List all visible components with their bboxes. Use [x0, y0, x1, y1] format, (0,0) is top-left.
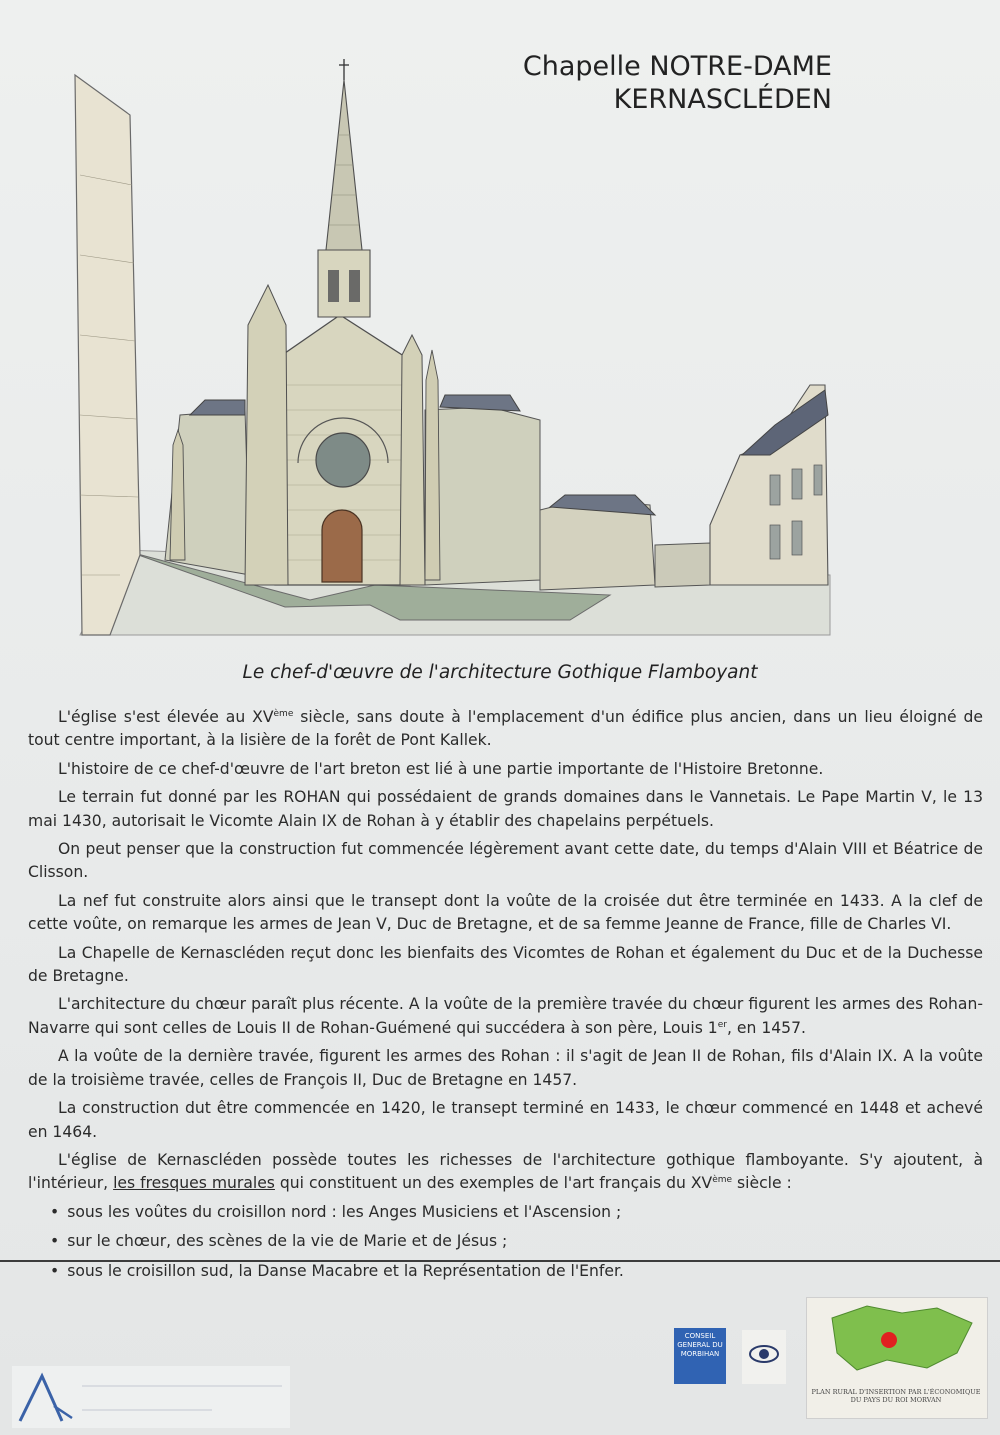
underlined-text: les fresques murales	[113, 1174, 275, 1193]
superscript: er	[717, 1019, 727, 1030]
text-run: qui constituent un des exemples de l'art français du XV	[274, 1174, 713, 1193]
title-line-1: Chapelle NOTRE-DAME	[522, 51, 832, 82]
aquinio-logo	[12, 1366, 290, 1428]
eye-icon	[742, 1330, 786, 1384]
paragraph: La Chapelle de Kernascléden reçut donc les bienfaits des Vicomtes de Rohan et également du Duc et de la Duchesse de Bretagne.	[28, 943, 983, 986]
map-icon	[807, 1298, 987, 1388]
page-subtitle: Le chef-d'œuvre de l'architecture Gothique Flamboyant	[242, 662, 758, 683]
paragraph	[28, 1149, 983, 1196]
paragraph: Le terrain fut donné par les ROHAN qui possédaient de grands domaines dans le Vannetais. Le Pape Martin V, le 13 mai 1430, autorisait le Vicomte Alain IX de Rohan à y établir des chapelains perpétuels.	[28, 788, 983, 830]
paragraph	[28, 993, 983, 1040]
text-run: , en 1457.	[726, 1018, 806, 1037]
superscript: ème	[273, 708, 294, 719]
map-caption: PLAN RURAL D'INSERTION PAR L'ÉCONOMIQUE DU PAYS DU ROI MORVAN	[811, 1388, 981, 1404]
text-run: L'église de Kernascléden possède toutes les richesses de l'architecture gothique flamboyante. S'y ajoutent, à l'intérieur,	[28, 1150, 983, 1193]
paragraph: A la voûte de la dernière travée, figurent les armes des Rohan : il s'agit de Jean II de Rohan, fils d'Alain IX. A la voûte de la troisième travée, celles de François II, Duc de Bretagne en 1457.	[28, 1047, 983, 1089]
superscript: ème	[712, 1175, 733, 1186]
history-text	[28, 706, 983, 1289]
text-run: siècle, sans doute à l'emplacement d'un édifice plus ancien, dans un lieu éloigné de tout centre important, à la lisière de la forêt de Pont Kallek.	[28, 708, 983, 750]
list-item: • sous le croisillon sud, la Danse Macabre et la Représentation de l'Enfer.	[50, 1260, 983, 1283]
title-line-2: KERNASCLÉDEN	[613, 84, 832, 115]
chapel-illustration	[70, 55, 840, 645]
text-run: siècle :	[732, 1174, 792, 1193]
fresco-list	[28, 1201, 983, 1283]
list-item: • sur le chœur, des scènes de la vie de Marie et de Jésus ;	[50, 1230, 983, 1253]
paragraph: L'histoire de ce chef-d'œuvre de l'art breton est lié à une partie importante de l'Histoire Bretonne.	[58, 759, 824, 778]
paragraph: On peut penser que la construction fut commencée légèrement avant cette date, du temps d'Alain VIII et Béatrice de Clisson.	[28, 840, 983, 882]
text-run: L'architecture du chœur paraît plus récente. A la voûte de la première travée du chœur figurent les armes des Rohan-Navarre qui sont celles de Louis II de Rohan-Guémené qui succédera à son père, Louis 1	[28, 995, 983, 1037]
conseil-general-logo: CONSEIL GENERAL DU MORBIHAN	[674, 1328, 726, 1384]
paragraph	[28, 706, 983, 753]
footer-divider	[0, 1260, 1000, 1262]
paragraph: La nef fut construite alors ainsi que le transept dont la voûte de la croisée dut être terminée en 1433. A la clef de cette voûte, on remarque les armes de Jean V, Duc de Bretagne, et de sa femme Jeanne de France, fille de Charles VI.	[28, 891, 983, 934]
paragraph: La construction dut être commencée en 1420, le transept terminé en 1433, le chœur commencé en 1448 et achevé en 1464.	[28, 1099, 983, 1141]
text-run: L'église s'est élevée au XV	[58, 708, 274, 726]
list-item: • sous les voûtes du croisillon nord : les Anges Musiciens et l'Ascension ;	[50, 1201, 983, 1224]
